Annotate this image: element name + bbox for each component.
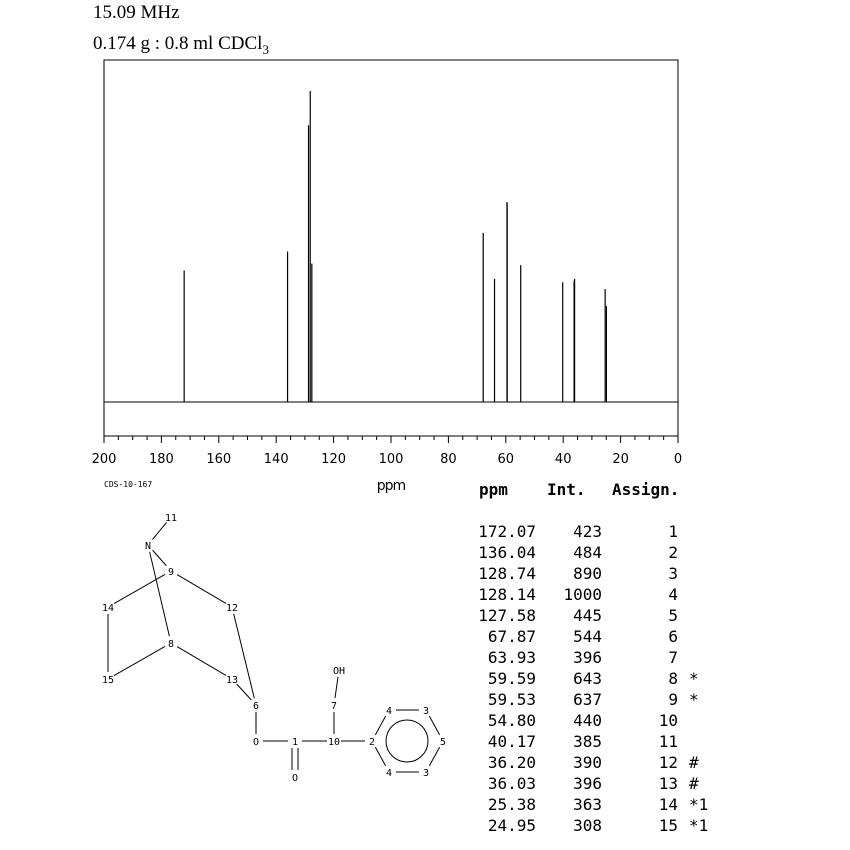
x-tick-label: 180 <box>148 452 174 467</box>
cell-intensity: 890 <box>573 564 602 583</box>
cell-intensity: 440 <box>573 711 602 730</box>
atom-label-3a: 3 <box>422 706 430 717</box>
cell-assign: 6 <box>668 627 678 646</box>
sample-code: CDS-10-167 <box>104 480 153 489</box>
atom-label-7: 7 <box>330 701 338 712</box>
atom-label-13: 13 <box>225 675 239 686</box>
x-tick-label: 0 <box>673 452 683 467</box>
atom-label-2: 2 <box>368 737 376 748</box>
x-axis-label: ppm <box>376 478 406 494</box>
atom-label-O2: O <box>291 773 299 784</box>
atom-label-9: 9 <box>167 567 175 578</box>
atom-label-12: 12 <box>225 603 239 614</box>
cell-assign: 7 <box>668 648 678 667</box>
x-tick-label: 100 <box>378 452 404 467</box>
x-tick-label: 80 <box>440 452 457 467</box>
bond-2-4a <box>375 716 385 735</box>
x-tick-label: 40 <box>554 452 572 467</box>
atom-label-14: 14 <box>101 603 115 614</box>
cell-assign: 8 <box>668 669 678 688</box>
cell-intensity: 643 <box>573 669 602 688</box>
cell-ppm: 127.58 <box>478 606 536 625</box>
cell-ppm: 54.80 <box>487 711 536 730</box>
bond-4b-2 <box>375 747 385 766</box>
header-intensity: Int. <box>547 480 586 499</box>
spectrometer-frequency: 15.09 MHz <box>93 2 180 23</box>
atom-label-N: N <box>144 541 152 552</box>
cell-ppm: 172.07 <box>478 522 536 541</box>
x-tick-label: 160 <box>206 452 232 467</box>
cell-note: *1 <box>689 795 709 814</box>
x-tick-label: 120 <box>321 452 347 467</box>
atom-label-OH: OH <box>332 666 346 677</box>
bond-7-OH <box>335 677 338 698</box>
cell-intensity: 445 <box>573 606 602 625</box>
solvent-subscript: 3 <box>262 41 269 57</box>
cell-intensity: 363 <box>573 795 602 814</box>
x-tick-label: 140 <box>263 452 289 467</box>
cell-note: *1 <box>689 816 709 835</box>
cell-intensity: 385 <box>573 732 602 751</box>
cell-intensity: 544 <box>573 627 602 646</box>
cell-assign: 5 <box>668 606 678 625</box>
cell-note: * <box>689 669 699 688</box>
cell-assign: 11 <box>658 732 678 751</box>
cell-assign: 12 <box>658 753 678 772</box>
cell-intensity: 396 <box>573 648 602 667</box>
atom-label-15: 15 <box>101 675 115 686</box>
cell-ppm: 25.38 <box>487 795 536 814</box>
cell-ppm: 128.14 <box>478 585 536 604</box>
cell-ppm: 40.17 <box>487 732 536 751</box>
bond-3a-5 <box>429 716 439 735</box>
header-assign: Assign. <box>612 480 680 499</box>
cell-ppm: 128.74 <box>478 564 536 583</box>
bond-N-9 <box>153 550 167 566</box>
cell-intensity: 637 <box>573 690 602 709</box>
cell-ppm: 63.93 <box>487 648 536 667</box>
cell-assign: 4 <box>668 585 678 604</box>
cell-ppm: 67.87 <box>487 627 536 646</box>
cell-note: # <box>689 774 699 793</box>
atom-label-5: 5 <box>439 737 447 748</box>
bond-N-8 <box>150 552 170 636</box>
cell-intensity: 308 <box>573 816 602 835</box>
cell-assign: 2 <box>668 543 678 562</box>
x-tick-label: 60 <box>497 452 515 467</box>
cell-assign: 13 <box>658 774 678 793</box>
atom-label-4a: 4 <box>385 706 393 717</box>
sample-concentration-text: 0.174 g : 0.8 ml CDCl <box>93 33 263 54</box>
cell-ppm: 36.03 <box>487 774 536 793</box>
bond-9-12 <box>177 575 226 604</box>
atom-label-1: 1 <box>291 737 299 748</box>
bond-8-13 <box>177 647 226 676</box>
x-tick-label: 200 <box>91 452 117 467</box>
cell-ppm: 24.95 <box>487 816 536 835</box>
cell-assign: 10 <box>658 711 678 730</box>
cell-assign: 1 <box>668 522 678 541</box>
cell-intensity: 1000 <box>563 585 602 604</box>
cell-ppm: 136.04 <box>478 543 536 562</box>
atom-label-6: 6 <box>252 701 260 712</box>
cell-assign: 15 <box>658 816 678 835</box>
cell-note: * <box>689 690 699 709</box>
aromatic-ring-circle <box>386 720 428 762</box>
cell-intensity: 396 <box>573 774 602 793</box>
bond-5-3b <box>429 747 439 766</box>
header-ppm: ppm <box>479 480 508 499</box>
atom-label-11: 11 <box>164 513 178 524</box>
cell-assign: 14 <box>658 795 678 814</box>
atom-label-10: 10 <box>327 737 341 748</box>
bond-15-8 <box>114 646 165 675</box>
atom-label-4b: 4 <box>385 768 393 779</box>
bond-13-6 <box>237 684 252 700</box>
cell-ppm: 36.20 <box>487 753 536 772</box>
bond-9-14 <box>114 574 165 603</box>
cell-assign: 3 <box>668 564 678 583</box>
x-tick-label: 20 <box>612 452 629 467</box>
bond-N-11 <box>152 522 166 539</box>
cell-intensity: 484 <box>573 543 602 562</box>
cell-ppm: 59.53 <box>487 690 536 709</box>
atom-label-8: 8 <box>167 639 175 650</box>
cell-assign: 9 <box>668 690 678 709</box>
atom-label-O1: O <box>252 737 260 748</box>
cell-ppm: 59.59 <box>487 669 536 688</box>
cell-intensity: 390 <box>573 753 602 772</box>
cell-intensity: 423 <box>573 522 602 541</box>
cell-note: # <box>689 753 699 772</box>
atom-label-3b: 3 <box>422 768 430 779</box>
